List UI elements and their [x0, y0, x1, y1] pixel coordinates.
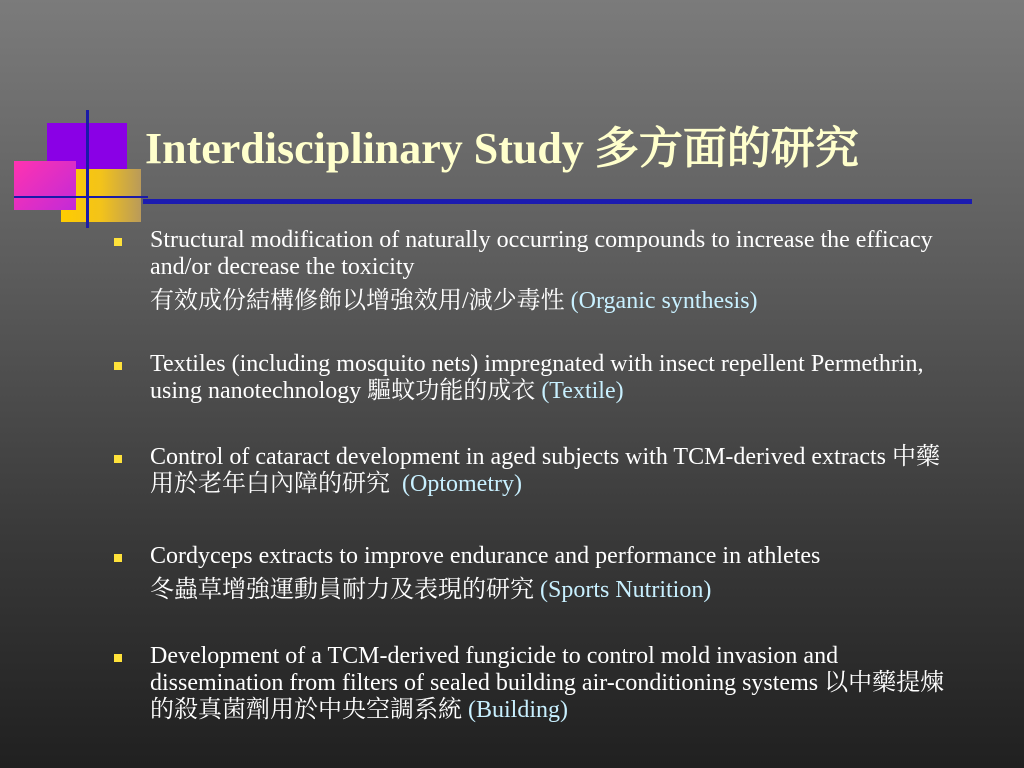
bullet-text: Development of a TCM-derived fungicide to control mold invasion and dissemination from filters of sealed building air-conditioning systems 以中藥提煉的殺真菌劑用於中央空調系統 [150, 643, 945, 723]
square-bullet-icon [114, 455, 122, 463]
bullet-paragraph [150, 351, 960, 405]
slide-title: Interdisciplinary Study 多方面的研究 [145, 124, 859, 173]
bullet-item [110, 227, 960, 351]
square-bullet-icon [114, 554, 122, 562]
bullet-item [110, 444, 960, 543]
bullet-text: Control of cataract development in aged subjects with TCM-derived extracts 中藥用於老年白內障的研究 [150, 444, 940, 497]
square-bullet-icon [114, 238, 122, 246]
title-underline [143, 199, 972, 204]
bullet-item [110, 543, 960, 643]
bullet-category: (Organic synthesis) [570, 288, 758, 314]
logo-squares [0, 0, 160, 240]
bullet-chinese: 冬蟲草增強運動員耐力及表現的研究 [150, 577, 534, 603]
bullet-category: (Optometry) [402, 471, 522, 497]
bullet-text: Cordyceps extracts to improve endurance and performance in athletes [150, 543, 821, 569]
bullet-category: (Sports Nutrition) [540, 577, 712, 603]
bullet-text: Structural modification of naturally occurring compounds to increase the efficacy and/or decrease the toxicity [150, 227, 933, 280]
bullet-text: Textiles (including mosquito nets) impregnated with insect repellent Permethrin, using nanotechnology 驅蚊功能的成衣 [150, 351, 924, 404]
bullet-paragraph [150, 643, 960, 724]
bullet-item [110, 351, 960, 444]
bullet-paragraph [150, 444, 960, 498]
logo-vertical-line [86, 110, 89, 228]
bullet-category: (Textile) [541, 378, 624, 404]
logo-horizontal-line [14, 196, 148, 198]
bullet-list [110, 227, 960, 733]
bullet-category: (Building) [468, 697, 568, 723]
bullet-item [110, 643, 960, 733]
pink-square [14, 161, 76, 210]
square-bullet-icon [114, 362, 122, 370]
bullet-subline [150, 577, 960, 604]
bullet-subline [150, 288, 960, 315]
bullet-chinese: 有效成份結構修飾以增強效用/減少毒性 [150, 288, 565, 314]
square-bullet-icon [114, 654, 122, 662]
